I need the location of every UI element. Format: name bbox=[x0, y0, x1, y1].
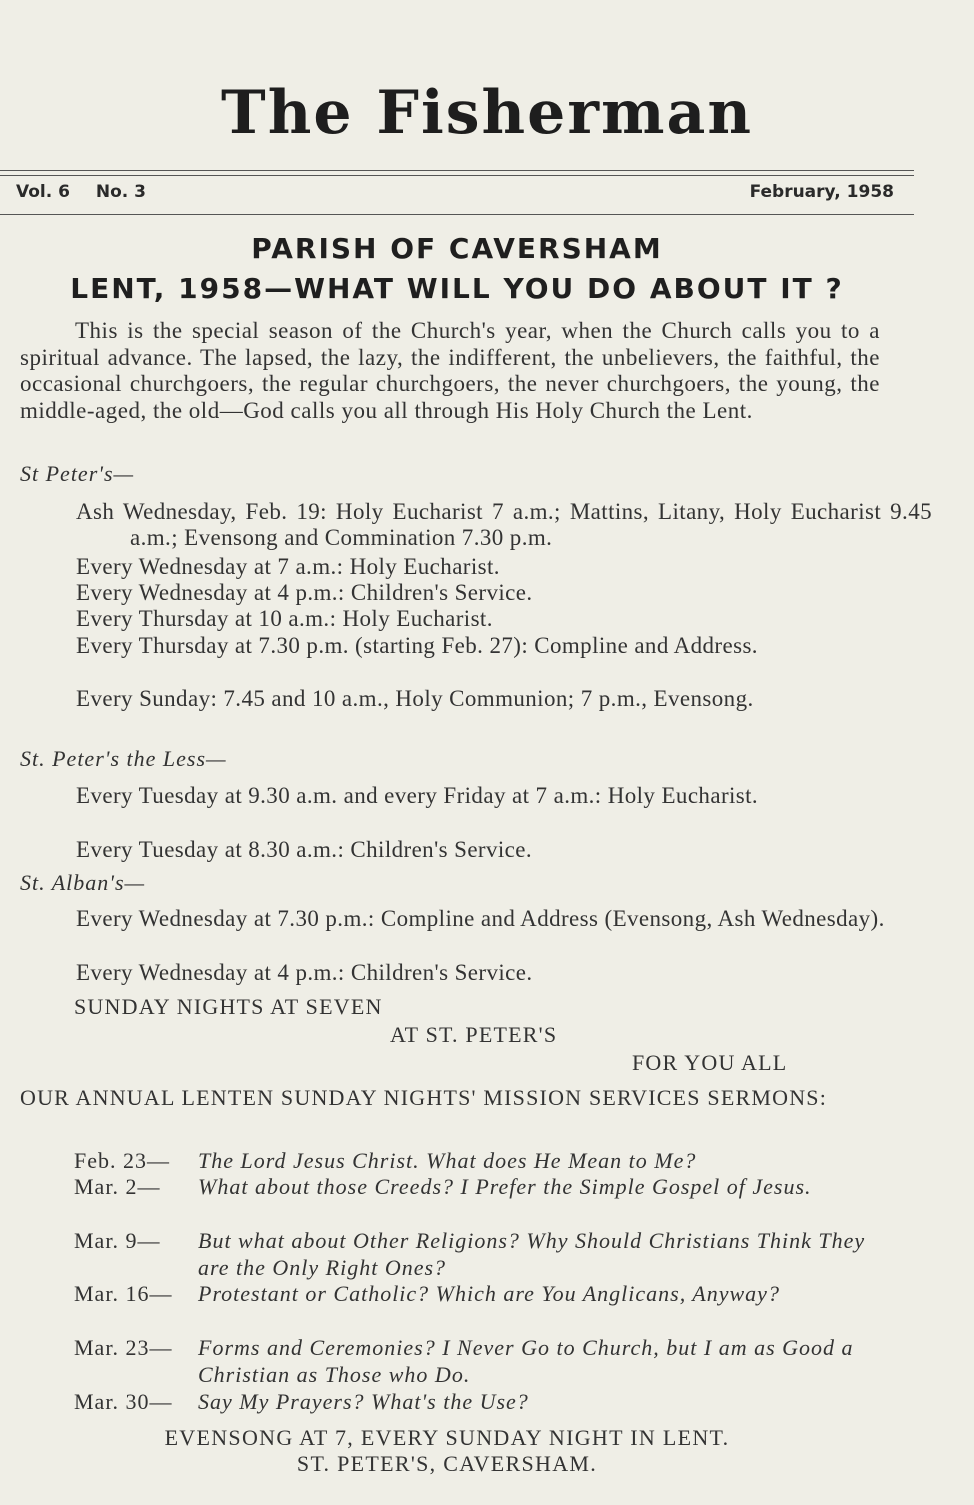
sermon-date: Mar. 9— bbox=[74, 1228, 161, 1253]
top-rule bbox=[0, 170, 914, 171]
sermon-title: But what about Other Religions? Why Should Christians Think They are the Only Right Ones? bbox=[198, 1228, 866, 1280]
service-entry: Every Wednesday at 4 p.m.: Children's Service. bbox=[76, 580, 533, 605]
service-entry: Every Tuesday at 8.30 a.m.: Children's Service. bbox=[76, 837, 533, 862]
sermon-title: Say My Prayers? What's the Use? bbox=[198, 1389, 529, 1414]
mission-heading: OUR ANNUAL LENTEN SUNDAY NIGHTS' MISSION SERVICES SERMONS: bbox=[20, 1085, 828, 1110]
heading-parish: PARISH OF CAVERSHAM bbox=[251, 232, 663, 265]
service-entry: Every Thursday at 7.30 p.m. (starting Feb. 27): Compline and Address. bbox=[76, 633, 758, 658]
masthead-title: The Fisherman bbox=[221, 78, 753, 148]
issue-bar bbox=[16, 182, 894, 202]
sermon-title: Protestant or Catholic? Which are You Anglicans, Anyway? bbox=[198, 1281, 780, 1306]
sermon-item bbox=[74, 1227, 879, 1281]
sermon-title: What about those Creeds? I Prefer the Simple Gospel of Jesus. bbox=[198, 1174, 812, 1199]
service-entry: Every Wednesday at 7 a.m.: Holy Eucharist. bbox=[76, 554, 500, 579]
sermon-date: Mar. 2— bbox=[74, 1174, 161, 1199]
service-entry: Every Wednesday at 7.30 p.m.: Compline and Address (Evensong, Ash Wednesday). bbox=[76, 906, 885, 931]
sermon-date: Feb. 23— bbox=[74, 1148, 170, 1173]
sermon-date: Mar. 30— bbox=[74, 1389, 173, 1414]
service-entry: Every Tuesday at 9.30 a.m. and every Friday at 7 a.m.: Holy Eucharist. bbox=[76, 783, 759, 808]
service-entry: Every Thursday at 10 a.m.: Holy Eucharist. bbox=[76, 606, 493, 631]
sermon-item bbox=[74, 1334, 879, 1388]
section-st-peters-the-less: St. Peter's the Less— bbox=[20, 746, 227, 771]
issue-rule bbox=[0, 214, 914, 215]
sunday-nights-line1: SUNDAY NIGHTS AT SEVEN bbox=[74, 994, 383, 1019]
closing-line1: EVENSONG AT 7, EVERY SUNDAY NIGHT IN LENT. bbox=[164, 1425, 730, 1450]
heading-lent: LENT, 1958—WHAT WILL YOU DO ABOUT IT ? bbox=[70, 272, 844, 305]
sermon-title: Forms and Ceremonies? I Never Go to Church, but I am as Good a Christian as Those who Do. bbox=[198, 1335, 854, 1387]
sermon-date: Mar. 16— bbox=[74, 1281, 173, 1306]
issue-volume: Vol. 6 bbox=[16, 182, 70, 202]
issue-number: No. 3 bbox=[95, 182, 146, 202]
sermon-item bbox=[74, 1280, 879, 1307]
top-rule-inner bbox=[0, 175, 914, 176]
sermon-item bbox=[74, 1173, 879, 1200]
sunday-nights-line2: AT ST. PETER'S bbox=[390, 1022, 558, 1047]
service-entry: Every Wednesday at 4 p.m.: Children's Service. bbox=[76, 960, 533, 985]
service-entry: Ash Wednesday, Feb. 19: Holy Eucharist 7 a.m.; Mattins, Litany, Holy Eucharist 9.45 a.m.; Evensong and Commination 7.30 p.m. bbox=[76, 499, 932, 550]
sermon-date: Mar. 23— bbox=[74, 1335, 173, 1360]
section-st-peters: St Peter's— bbox=[20, 461, 135, 486]
closing-line2: ST. PETER'S, CAVERSHAM. bbox=[296, 1451, 598, 1476]
sunday-nights-line3: FOR YOU ALL bbox=[632, 1050, 788, 1075]
issue-date: February, 1958 bbox=[749, 182, 894, 202]
service-entry: Every Sunday: 7.45 and 10 a.m., Holy Communion; 7 p.m., Evensong. bbox=[76, 686, 754, 711]
sermon-item bbox=[74, 1147, 879, 1174]
section-st-albans: St. Alban's— bbox=[20, 870, 146, 895]
intro-paragraph: This is the special season of the Church's year, when the Church calls you to a spiritual advance. The lapsed, the lazy, the indifferent, the unbelievers, the faithful, the occasional churchgoers, the regular churchgoers, the never churchgoers, the young, the middle-aged, the old—God calls you all through His Holy Church the Lent. bbox=[20, 318, 880, 423]
sermon-item bbox=[74, 1388, 879, 1415]
issue-volume-number bbox=[16, 182, 166, 202]
sermon-title: The Lord Jesus Christ. What does He Mean to Me? bbox=[198, 1148, 697, 1173]
